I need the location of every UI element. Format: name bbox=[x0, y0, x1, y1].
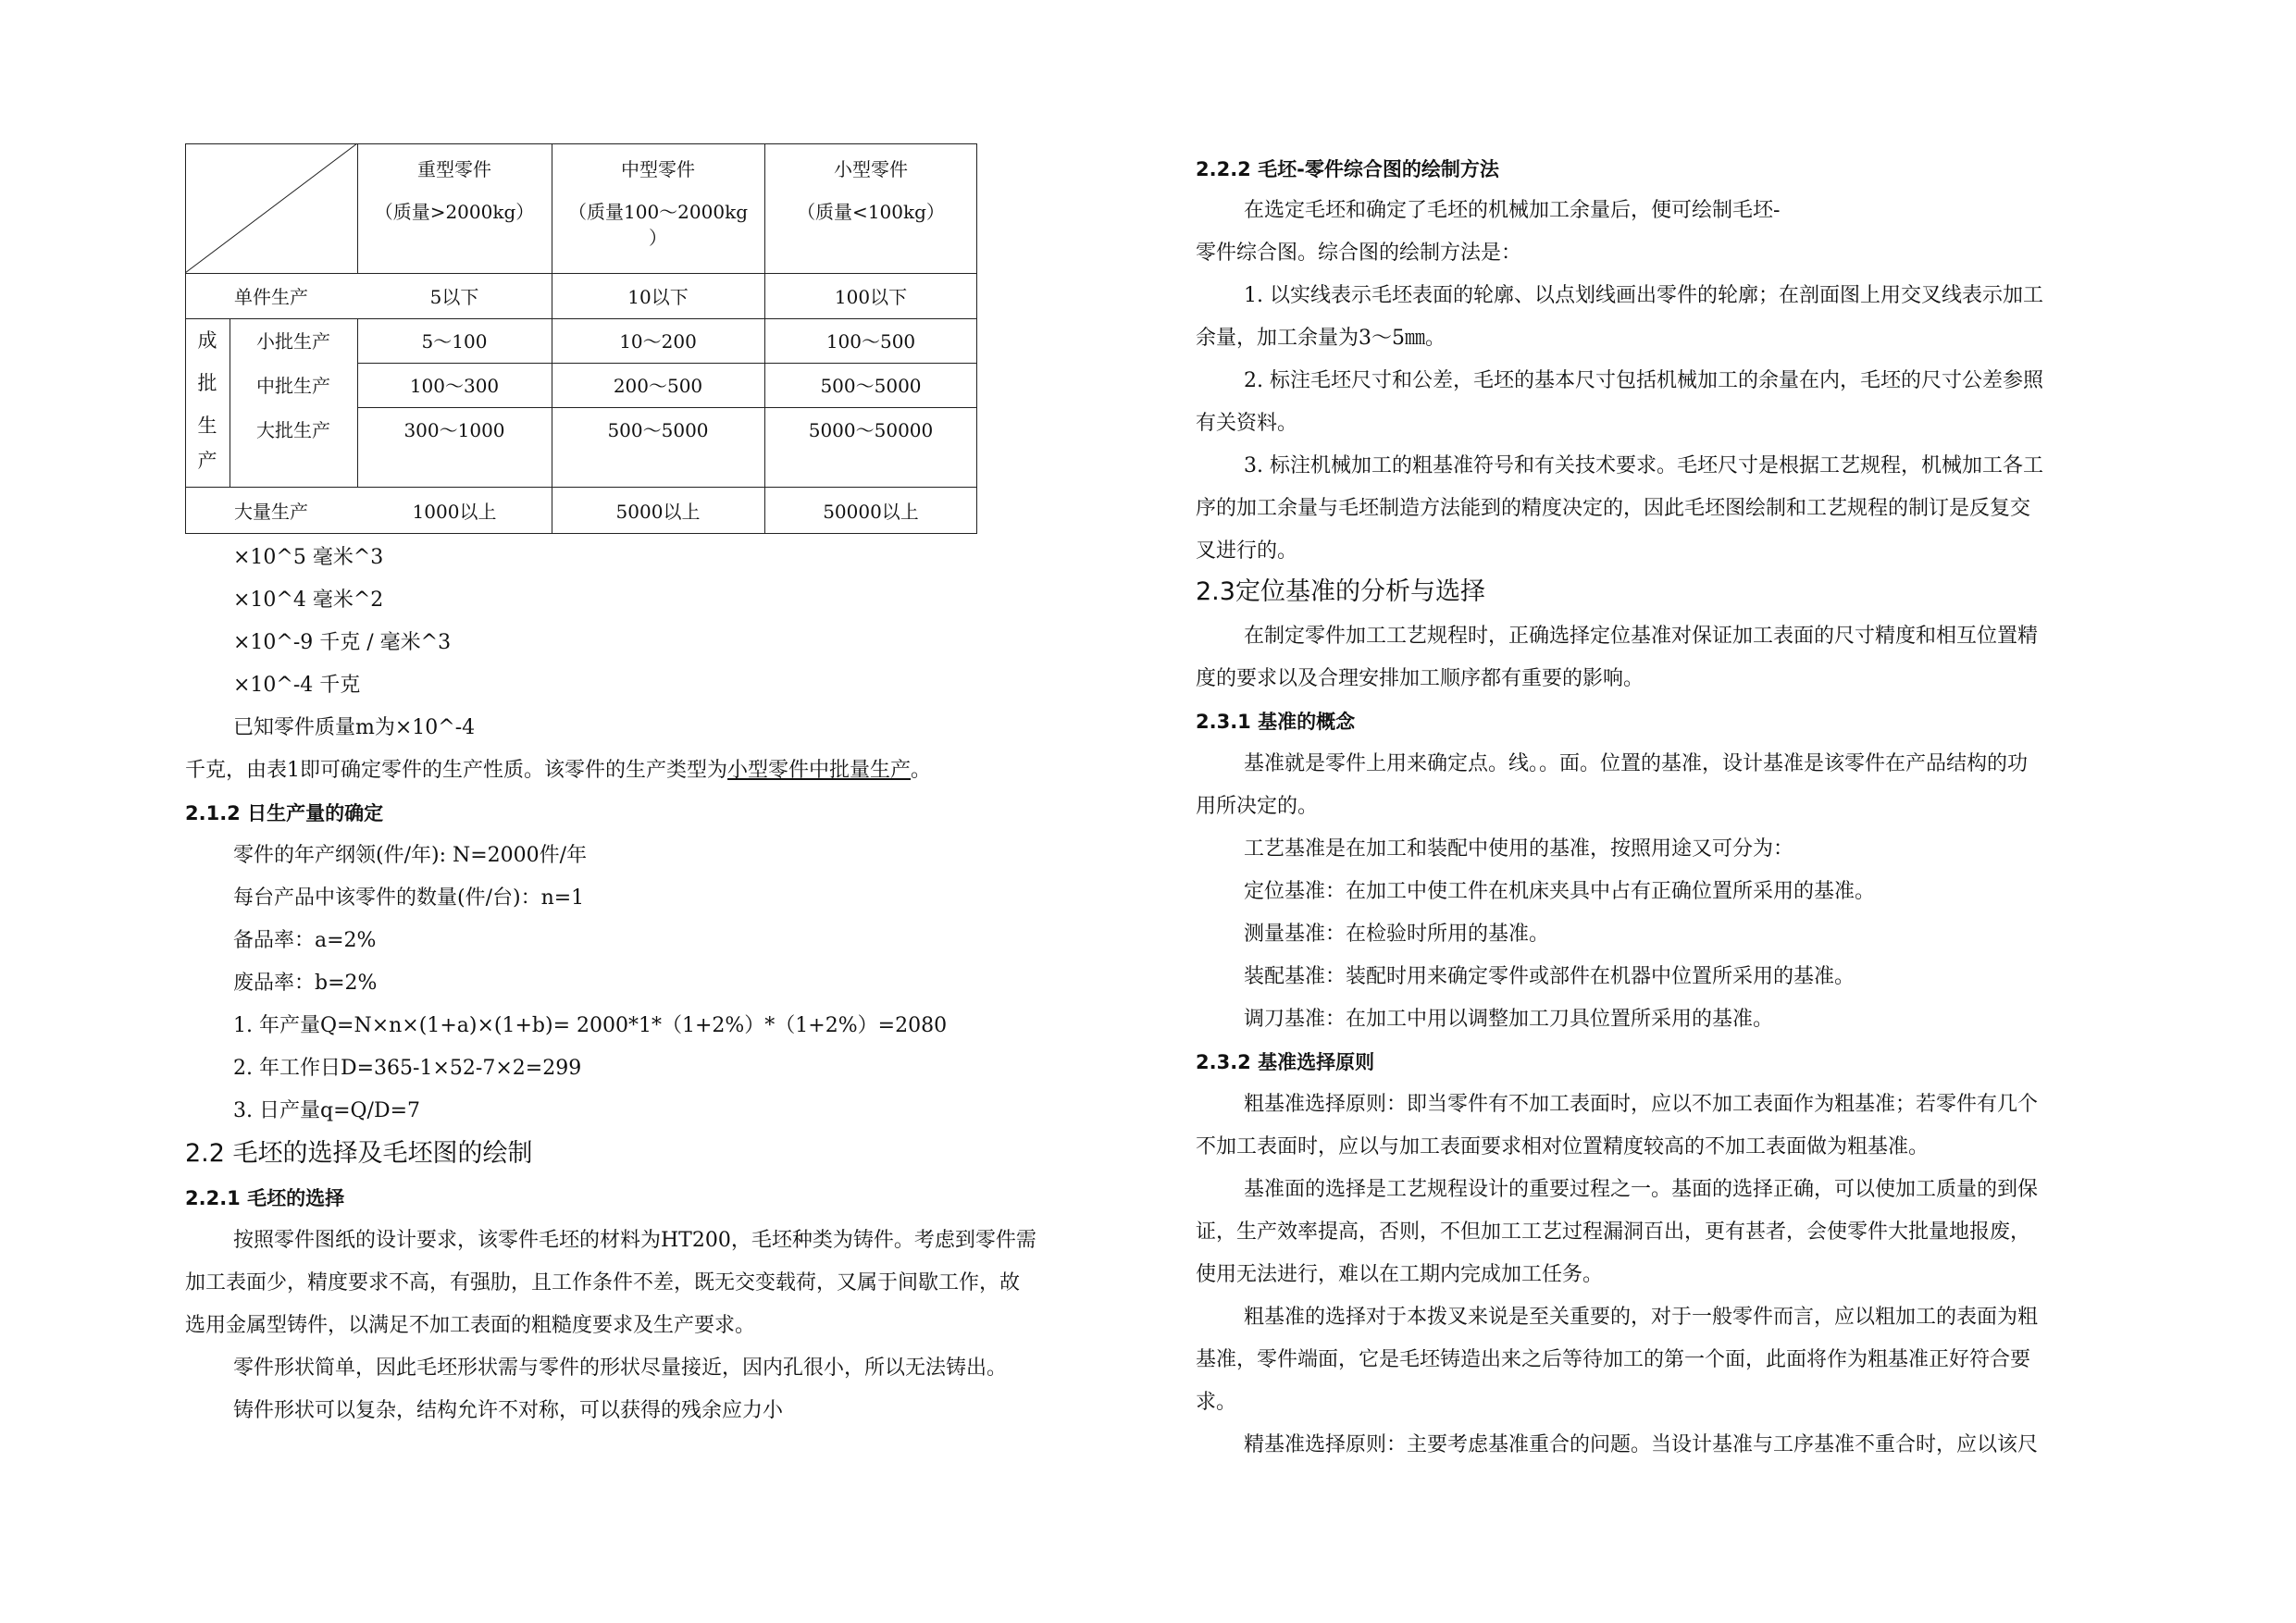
heading-2-2-1: 2.2.1 毛坯的选择 bbox=[185, 1187, 345, 1209]
calc-item-1: 1. 年产量Q=N×n×(1+a)×(1+b)= 2000*1*（1+2%）*（1+2%）=2080 bbox=[233, 1014, 948, 1037]
conclusion-end: 。 bbox=[911, 759, 932, 782]
paragraph-line: 在选定毛坯和确定了毛坯的机械加工余量后，便可绘制毛坯- bbox=[1244, 199, 1781, 222]
paragraph-line: 基准，零件端面，它是毛坯铸造出来之后等待加工的第一个面，此面将作为粗基准正好符合要 bbox=[1196, 1348, 2031, 1371]
paragraph-line: 有关资料。 bbox=[1196, 412, 1298, 435]
row-label-small-batch: 小批生产 bbox=[256, 330, 330, 353]
paragraph-line: 不加工表面时，应以与加工表面要求相对位置精度较高的不加工表面做为粗基准。 bbox=[1196, 1135, 1930, 1158]
row-label-large-batch: 大批生产 bbox=[256, 419, 330, 441]
paragraph-line: 粗基准的选择对于本拨叉来说是至关重要的，对于一般零件而言，应以粗加工的表面为粗 bbox=[1244, 1306, 2039, 1329]
table-cell: 5～100 bbox=[421, 330, 488, 353]
paragraph-line: 基准面的选择是工艺规程设计的重要过程之一。基面的选择正确，可以使加工质量的到保 bbox=[1244, 1178, 2039, 1201]
paragraph-line: 按照零件图纸的设计要求，该零件毛坯的材料为HT200，毛坯种类为铸件。考虑到零件需 bbox=[233, 1229, 1036, 1252]
group-label-char: 生 bbox=[197, 415, 217, 437]
paragraph-line: 测量基准：在检验时所用的基准。 bbox=[1244, 923, 1550, 946]
mass-line: 已知零件质量m为×10^-4 bbox=[233, 716, 476, 739]
annual-output-line: 零件的年产纲领(件/年): N=2000件/年 bbox=[233, 844, 588, 867]
table-cell: 5000以上 bbox=[615, 501, 701, 523]
paragraph-line: 使用无法进行，难以在工期内完成加工任务。 bbox=[1196, 1263, 1604, 1286]
paragraph-line: 3. 标注机械加工的粗基准符号和有关技术要求。毛坯尺寸是根据工艺规程，机械加工各工 bbox=[1244, 454, 2043, 477]
col-header-light bbox=[764, 156, 977, 225]
table-cell: 100以下 bbox=[834, 286, 908, 308]
table-cell: 5以下 bbox=[429, 286, 479, 308]
formula-area: ×10^4 毫米^2 bbox=[233, 588, 384, 612]
paragraph-line: 证，生产效率提高，否则，不但加工工艺过程漏洞百出，更有甚者，会使零件大批量地报废， bbox=[1196, 1220, 2031, 1244]
heading-2-3-2: 2.3.2 基准选择原则 bbox=[1196, 1051, 1375, 1073]
calc-item-3: 3. 日产量q=Q/D=7 bbox=[233, 1099, 421, 1122]
table-cell: 5000～50000 bbox=[808, 419, 934, 441]
col-header-medium-sub: （质量100～2000kg bbox=[568, 201, 748, 223]
col-header-heavy-sub: （质量>2000kg） bbox=[374, 201, 535, 223]
paragraph-line: 序的加工余量与毛坯制造方法能到的精度决定的，因此毛坯图绘制和工艺规程的制订是反复交 bbox=[1196, 497, 2031, 520]
row-label-mass: 大量生产 bbox=[234, 501, 308, 523]
table-cell: 10以下 bbox=[627, 286, 689, 308]
paragraph-line: 2. 标注毛坯尺寸和公差，毛坯的基本尺寸包括机械加工的余量在内，毛坯的尺寸公差参照 bbox=[1244, 369, 2043, 392]
col-header-medium-sub2: ） bbox=[649, 227, 667, 249]
heading-2-3-1: 2.3.1 基准的概念 bbox=[1196, 711, 1356, 733]
paragraph-line: 在制定零件加工工艺规程时，正确选择定位基准对保证加工表面的尺寸精度和相互位置精 bbox=[1244, 625, 2039, 648]
table-cell: 500～5000 bbox=[820, 375, 922, 397]
table-cell: 500～5000 bbox=[607, 419, 709, 441]
group-label-char: 批 bbox=[197, 372, 217, 394]
paragraph-line: 余量，加工余量为3～5㎜。 bbox=[1196, 327, 1446, 350]
group-label-char: 产 bbox=[197, 450, 217, 472]
heading-2-3: 2.3定位基准的分析与选择 bbox=[1196, 577, 1485, 606]
col-header-medium bbox=[552, 156, 764, 251]
paragraph-line: 加工表面少，精度要求不高，有强肋，且工作条件不差，既无交变载荷，又属于间歇工作，故 bbox=[185, 1271, 1021, 1295]
row-label-medium-batch: 中批生产 bbox=[256, 375, 330, 397]
scrap-rate-line: 废品率：b=2% bbox=[233, 972, 378, 995]
table-cell: 200～500 bbox=[613, 375, 703, 397]
paragraph-line: 基准就是零件上用来确定点。线。。面。位置的基准，设计基准是该零件在产品结构的功 bbox=[1244, 752, 2029, 775]
col-header-heavy-name: 重型零件 bbox=[417, 158, 491, 180]
formula-density: ×10^-9 千克 / 毫米^3 bbox=[233, 631, 452, 654]
paragraph-line: 零件综合图。综合图的绘制方法是： bbox=[1196, 242, 1522, 265]
paragraph-line: 零件形状简单，因此毛坯形状需与零件的形状尽量接近，因内孔很小，所以无法铸出。 bbox=[233, 1357, 1008, 1380]
heading-2-1-2: 2.1.2 日生产量的确定 bbox=[185, 802, 384, 824]
col-header-light-sub: （质量<100kg） bbox=[797, 201, 945, 223]
conclusion-text: 千克，由表1即可确定零件的生产性质。该零件的生产类型为 bbox=[185, 759, 727, 782]
calc-item-2: 2. 年工作日D=365-1×52-7×2=299 bbox=[233, 1057, 582, 1080]
table-cell: 1000以上 bbox=[412, 501, 497, 523]
production-type-table bbox=[185, 143, 977, 534]
per-unit-line: 每台产品中该零件的数量(件/台)：n=1 bbox=[233, 886, 585, 910]
paragraph-line: 粗基准选择原则：即当零件有不加工表面时，应以不加工表面作为粗基准；若零件有几个 bbox=[1244, 1093, 2039, 1116]
formula-volume: ×10^5 毫米^3 bbox=[233, 546, 384, 569]
conclusion-underlined: 小型零件中批量生产 bbox=[727, 759, 912, 782]
paragraph-line: 调刀基准：在加工中用以调整加工刀具位置所采用的基准。 bbox=[1244, 1008, 1774, 1031]
paragraph-line: 铸件形状可以复杂，结构允许不对称，可以获得的残余应力小 bbox=[233, 1399, 784, 1422]
paragraph-line: 工艺基准是在加工和装配中使用的基准，按照用途又可分为： bbox=[1244, 837, 1794, 861]
table-cell: 100～300 bbox=[409, 375, 500, 397]
paragraph-line: 用所决定的。 bbox=[1196, 795, 1319, 818]
table-cell: 10～200 bbox=[619, 330, 697, 353]
table-cell: 100～500 bbox=[825, 330, 916, 353]
paragraph-line: 求。 bbox=[1196, 1391, 1237, 1414]
table-cell: 300～1000 bbox=[403, 419, 505, 441]
paragraph-line: 选用金属型铸件，以满足不加工表面的粗糙度要求及生产要求。 bbox=[185, 1314, 756, 1337]
spare-rate-line: 备品率：a=2% bbox=[233, 929, 377, 952]
heading-2-2: 2.2 毛坯的选择及毛坯图的绘制 bbox=[185, 1139, 533, 1168]
paragraph-line: 装配基准：装配时用来确定零件或部件在机器中位置所采用的基准。 bbox=[1244, 965, 1855, 988]
col-header-medium-name: 中型零件 bbox=[621, 158, 695, 180]
paragraph-line: 定位基准：在加工中使工件在机床夹具中占有正确位置所采用的基准。 bbox=[1244, 880, 1876, 903]
col-header-heavy bbox=[357, 156, 552, 225]
paragraph-line: 精基准选择原则：主要考虑基准重合的问题。当设计基准与工序基准不重合时，应以该尺 bbox=[1244, 1433, 2039, 1456]
heading-2-2-2: 2.2.2 毛坯-零件综合图的绘制方法 bbox=[1196, 158, 1499, 180]
col-header-light-name: 小型零件 bbox=[834, 158, 908, 180]
paragraph-line: 叉进行的。 bbox=[1196, 539, 1298, 563]
group-label-char: 成 bbox=[197, 329, 217, 352]
table-diagonal-line bbox=[185, 143, 358, 274]
table-cell: 50000以上 bbox=[823, 501, 919, 523]
production-type-conclusion bbox=[185, 757, 931, 785]
group-label-batch bbox=[185, 319, 230, 475]
row-label-single: 单件生产 bbox=[234, 286, 308, 308]
paragraph-line: 度的要求以及合理安排加工顺序都有重要的影响。 bbox=[1196, 667, 1644, 690]
paragraph-line: 1. 以实线表示毛坯表面的轮廓、以点划线画出零件的轮廓；在剖面图上用交叉线表示加工 bbox=[1244, 284, 2043, 307]
formula-mass: ×10^-4 千克 bbox=[233, 674, 361, 697]
